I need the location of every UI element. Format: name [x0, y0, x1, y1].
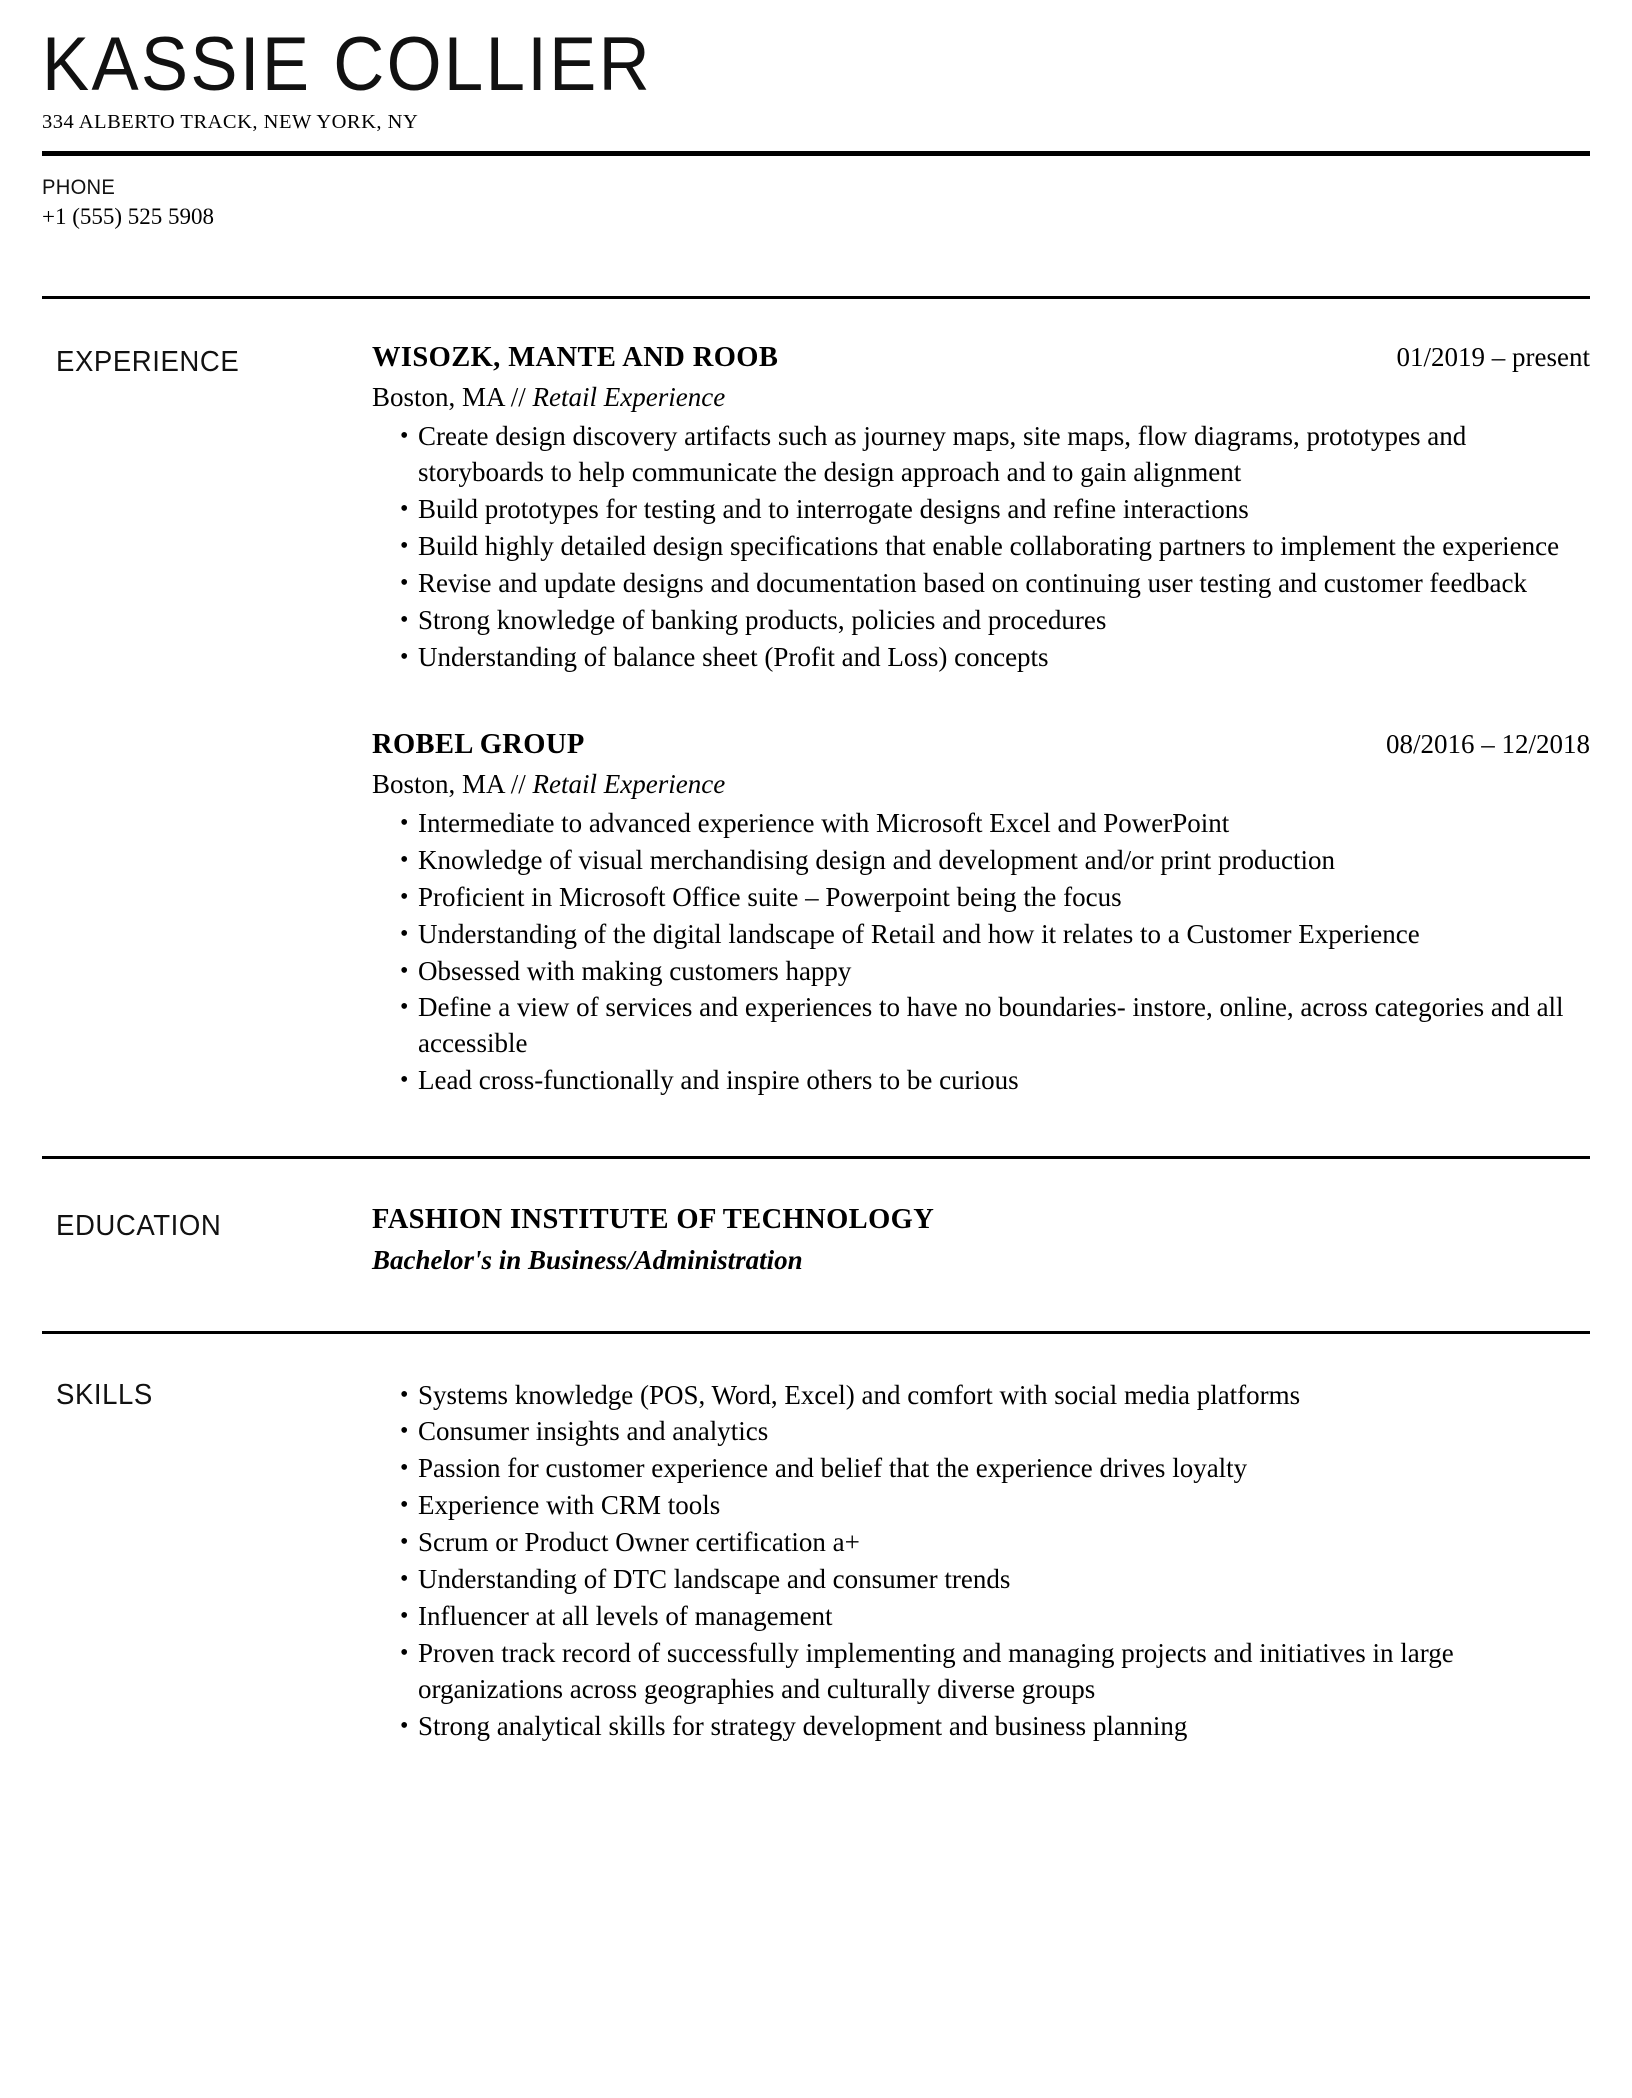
education-section — [42, 1159, 1590, 1330]
list-item: • Proficient in Microsoft Office suite – Powerpoint being the focus — [372, 880, 1590, 916]
job-header-row — [372, 341, 1590, 375]
section-label-experience: EXPERIENCE — [56, 345, 240, 378]
list-item: • Intermediate to advanced experience with Microsoft Excel and PowerPoint — [372, 806, 1590, 842]
list-item: • Define a view of services and experiences to have no boundaries- instore, online, across categories and all accessible — [372, 990, 1590, 1062]
list-item: • Knowledge of visual merchandising design and development and/or print production — [372, 843, 1590, 879]
phone-label: PHONE — [42, 176, 116, 200]
list-item: • Strong analytical skills for strategy development and business planning — [372, 1709, 1590, 1745]
list-item: • Experience with CRM tools — [372, 1488, 1590, 1524]
contact-block — [42, 156, 1590, 232]
job-dates: 01/2019 – present — [1396, 341, 1590, 372]
list-item: • Build highly detailed design specifications that enable collaborating partners to implement the experience — [372, 529, 1590, 565]
job-bullets — [372, 806, 1590, 1099]
job-role: Retail Experience — [532, 768, 726, 799]
list-item: • Proven track record of successfully implementing and managing projects and initiatives in large organizations across geographies and culturally diverse groups — [372, 1636, 1590, 1708]
skills-entries — [372, 1374, 1590, 1746]
list-item: • Build prototypes for testing and to interrogate designs and refine interactions — [372, 492, 1590, 528]
list-item: • Scrum or Product Owner certification a+ — [372, 1525, 1590, 1561]
candidate-address: 334 ALBERTO TRACK, NEW YORK, NY — [42, 110, 419, 133]
experience-entry — [372, 341, 1590, 676]
experience-entries — [372, 341, 1590, 1100]
page-title: KASSIE COLLIER — [42, 22, 653, 107]
list-item: • Obsessed with making customers happy — [372, 954, 1590, 990]
job-location: Boston, MA // — [372, 768, 533, 799]
education-degree: Bachelor's in Business/Administration — [372, 1245, 803, 1276]
skills-section — [42, 1334, 1590, 1786]
education-entry — [372, 1203, 1590, 1278]
contact-spacer — [42, 232, 1590, 296]
education-entries — [372, 1203, 1590, 1278]
education-label-col — [42, 1203, 372, 1243]
job-location: Boston, MA // — [372, 382, 533, 413]
skills-bullets — [372, 1378, 1590, 1745]
list-item: • Passion for customer experience and belief that the experience drives loyalty — [372, 1451, 1590, 1487]
job-header-row — [372, 728, 1590, 762]
job-role: Retail Experience — [532, 382, 726, 413]
phone-value: +1 (555) 525 5908 — [42, 203, 215, 229]
section-label-skills: SKILLS — [56, 1378, 153, 1411]
skills-label-col — [42, 1374, 372, 1412]
education-school: FASHION INSTITUTE OF TECHNOLOGY — [372, 1204, 935, 1236]
list-item: • Lead cross-functionally and inspire others to be curious — [372, 1063, 1590, 1099]
experience-section — [42, 299, 1590, 1156]
list-item: • Create design discovery artifacts such as journey maps, site maps, flow diagrams, prototypes and storyboards to help communicate the design approach and to gain alignment — [372, 419, 1590, 491]
section-label-education: EDUCATION — [56, 1210, 222, 1243]
job-bullets — [372, 419, 1590, 675]
resume-header — [42, 0, 1590, 134]
list-item: • Influencer at all levels of management — [372, 1599, 1590, 1635]
list-item: • Revise and update designs and documentation based on continuing user testing and customer feedback — [372, 566, 1590, 602]
experience-label-col — [42, 341, 372, 379]
list-item: • Consumer insights and analytics — [372, 1414, 1590, 1450]
job-company: WISOZK, MANTE AND ROOB — [372, 341, 779, 373]
list-item: • Understanding of DTC landscape and consumer trends — [372, 1562, 1590, 1598]
job-subtitle — [372, 379, 1590, 415]
experience-entry — [372, 728, 1590, 1100]
job-dates: 08/2016 – 12/2018 — [1385, 728, 1590, 759]
list-item: • Understanding of the digital landscape of Retail and how it relates to a Customer Experience — [372, 917, 1590, 953]
job-subtitle — [372, 766, 1590, 802]
list-item: • Strong knowledge of banking products, policies and procedures — [372, 603, 1590, 639]
list-item: • Understanding of balance sheet (Profit and Loss) concepts — [372, 640, 1590, 676]
list-item: • Systems knowledge (POS, Word, Excel) and comfort with social media platforms — [372, 1378, 1590, 1414]
job-company: ROBEL GROUP — [372, 728, 585, 760]
